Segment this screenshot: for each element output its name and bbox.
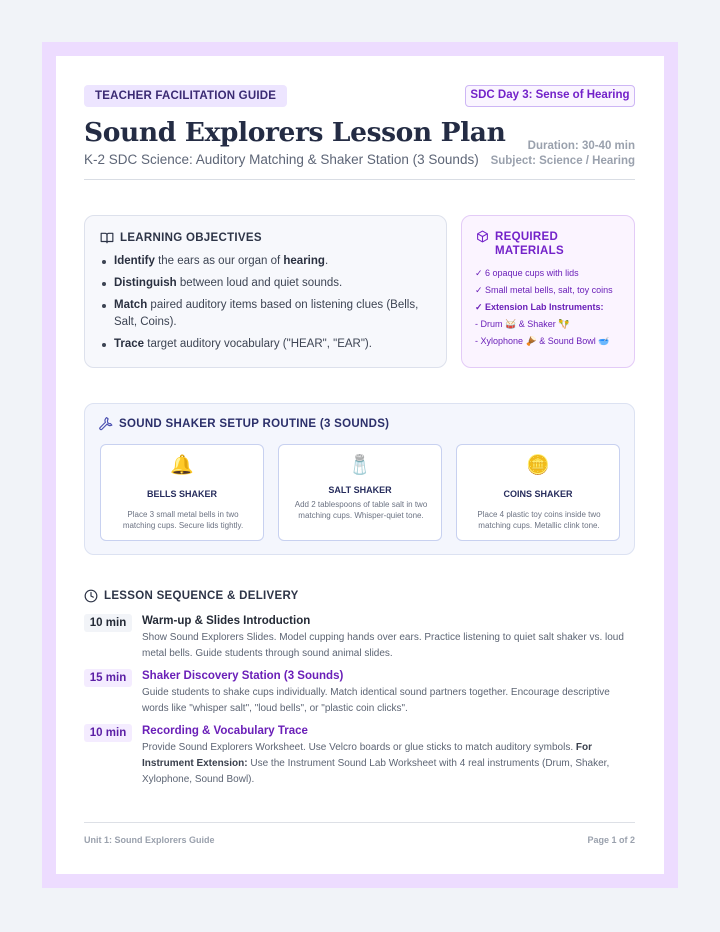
materials-card bbox=[461, 215, 635, 368]
wrench-icon bbox=[99, 417, 113, 431]
materials-heading-line1: REQUIRED bbox=[495, 231, 559, 243]
shaker-name: SALT SHAKER bbox=[328, 485, 392, 495]
salt-icon: 🧂 bbox=[348, 455, 372, 476]
shaker-description: Place 4 plastic toy coins inside two matching cups. Metallic clink tone. bbox=[477, 510, 601, 530]
lesson-meta bbox=[491, 139, 635, 169]
step-time: 10 min bbox=[84, 724, 132, 742]
objective-item bbox=[99, 297, 429, 331]
step-description-text-end: Use the Instrument Sound Lab Worksheet with 4 real instruments (Drum, Shaker, Xylophone, Sound Bowl). bbox=[142, 757, 610, 785]
material-item: ✓ Small metal bells, salt, toy coins bbox=[475, 285, 613, 295]
objective-text: paired auditory items based on listening clues (Bells, Salt, Coins). bbox=[114, 299, 419, 328]
objective-verb: Identify bbox=[114, 255, 155, 267]
objective-item bbox=[99, 275, 429, 292]
objective-text: the ears as our organ of bbox=[154, 255, 284, 267]
footer-page-number: Page 1 of 2 bbox=[587, 835, 635, 845]
subject-text: Subject: Science / Hearing bbox=[490, 155, 635, 167]
objectives-card bbox=[84, 215, 447, 368]
material-item: - Xylophone 🪘 & Sound Bowl 🥣 bbox=[475, 336, 610, 346]
step-description-text: Provide Sound Explorers Worksheet. Use Velcro boards or glue sticks to match auditory symbols. bbox=[142, 742, 576, 753]
shaker-name: COINS SHAKER bbox=[503, 489, 573, 499]
shaker-description: Add 2 tablespoons of table salt in two matching cups. Whisper-quiet tone. bbox=[294, 500, 428, 520]
clock-icon bbox=[84, 589, 98, 603]
material-item: ✓ Extension Lab Instruments: bbox=[475, 302, 604, 312]
objective-item bbox=[99, 253, 429, 270]
day-badge: SDC Day 3: Sense of Hearing bbox=[465, 85, 635, 107]
step-description bbox=[142, 740, 634, 787]
step-title: Warm-up & Slides Introduction bbox=[142, 615, 311, 627]
objective-verb: Match bbox=[114, 299, 148, 311]
objective-verb: Trace bbox=[114, 338, 145, 350]
step-time: 15 min bbox=[84, 669, 132, 687]
salt-shaker-card bbox=[278, 444, 442, 541]
duration-text: Duration: 30-40 min bbox=[527, 140, 635, 152]
book-icon bbox=[100, 231, 114, 245]
objective-keyword: hearing bbox=[283, 255, 325, 267]
header-divider bbox=[84, 179, 635, 180]
step-title: Shaker Discovery Station (3 Sounds) bbox=[142, 670, 344, 682]
step-description: Show Sound Explorers Slides. Model cupping hands over ears. Practice listening to quiet salt shaker vs. loud metal bells. Guide students through sound animal slides. bbox=[142, 632, 624, 659]
setup-heading-text: SOUND SHAKER SETUP ROUTINE (3 SOUNDS) bbox=[119, 418, 390, 430]
objective-text: between loud and quiet sounds. bbox=[176, 277, 343, 289]
objectives-heading bbox=[100, 231, 262, 245]
material-item: ✓ 6 opaque cups with lids bbox=[475, 268, 579, 278]
coin-icon: 🪙 bbox=[526, 455, 550, 476]
step-title: Recording & Vocabulary Trace bbox=[142, 725, 308, 737]
bells-shaker-card bbox=[100, 444, 264, 541]
step-description-bold: For Instrument Extension: bbox=[142, 742, 593, 769]
page-title: Sound Explorers Lesson Plan bbox=[84, 117, 506, 148]
shaker-description: Place 3 small metal bells in two matching cups. Secure lids tightly. bbox=[122, 510, 244, 530]
step-description: Guide students to shake cups individually. Match identical sound partners together. Encourage descriptive words like "whisper salt", "loud bells", or "plastic coin clicks". bbox=[142, 687, 610, 714]
footer-divider bbox=[84, 822, 635, 823]
step-time: 10 min bbox=[84, 614, 132, 632]
guide-badge: TEACHER FACILITATION GUIDE bbox=[84, 85, 287, 107]
objectives-heading-text: LEARNING OBJECTIVES bbox=[120, 232, 262, 244]
setup-heading bbox=[99, 417, 389, 431]
objective-verb: Distinguish bbox=[114, 277, 177, 289]
material-item: - Drum 🥁 & Shaker 🪇 bbox=[475, 319, 570, 329]
objective-text: target auditory vocabulary ("HEAR", "EAR"). bbox=[144, 338, 372, 350]
page-subtitle: K-2 SDC Science: Auditory Matching & Shaker Station (3 Sounds) bbox=[84, 152, 479, 167]
bell-icon: 🔔 bbox=[170, 455, 194, 476]
materials-heading bbox=[476, 230, 564, 258]
lesson-plan-page bbox=[56, 56, 664, 874]
materials-heading-line2: MATERIALS bbox=[495, 245, 564, 257]
objective-text-end: . bbox=[324, 255, 329, 267]
sequence-heading-text: LESSON SEQUENCE & DELIVERY bbox=[104, 590, 299, 602]
box-icon bbox=[476, 230, 489, 243]
footer-unit: Unit 1: Sound Explorers Guide bbox=[84, 835, 215, 845]
sequence-heading bbox=[84, 589, 299, 603]
objectives-list bbox=[99, 253, 429, 358]
objective-item bbox=[99, 336, 429, 353]
shaker-setup-card bbox=[84, 403, 635, 555]
shaker-name: BELLS SHAKER bbox=[146, 489, 217, 499]
coins-shaker-card bbox=[456, 444, 620, 541]
materials-list bbox=[475, 265, 613, 350]
